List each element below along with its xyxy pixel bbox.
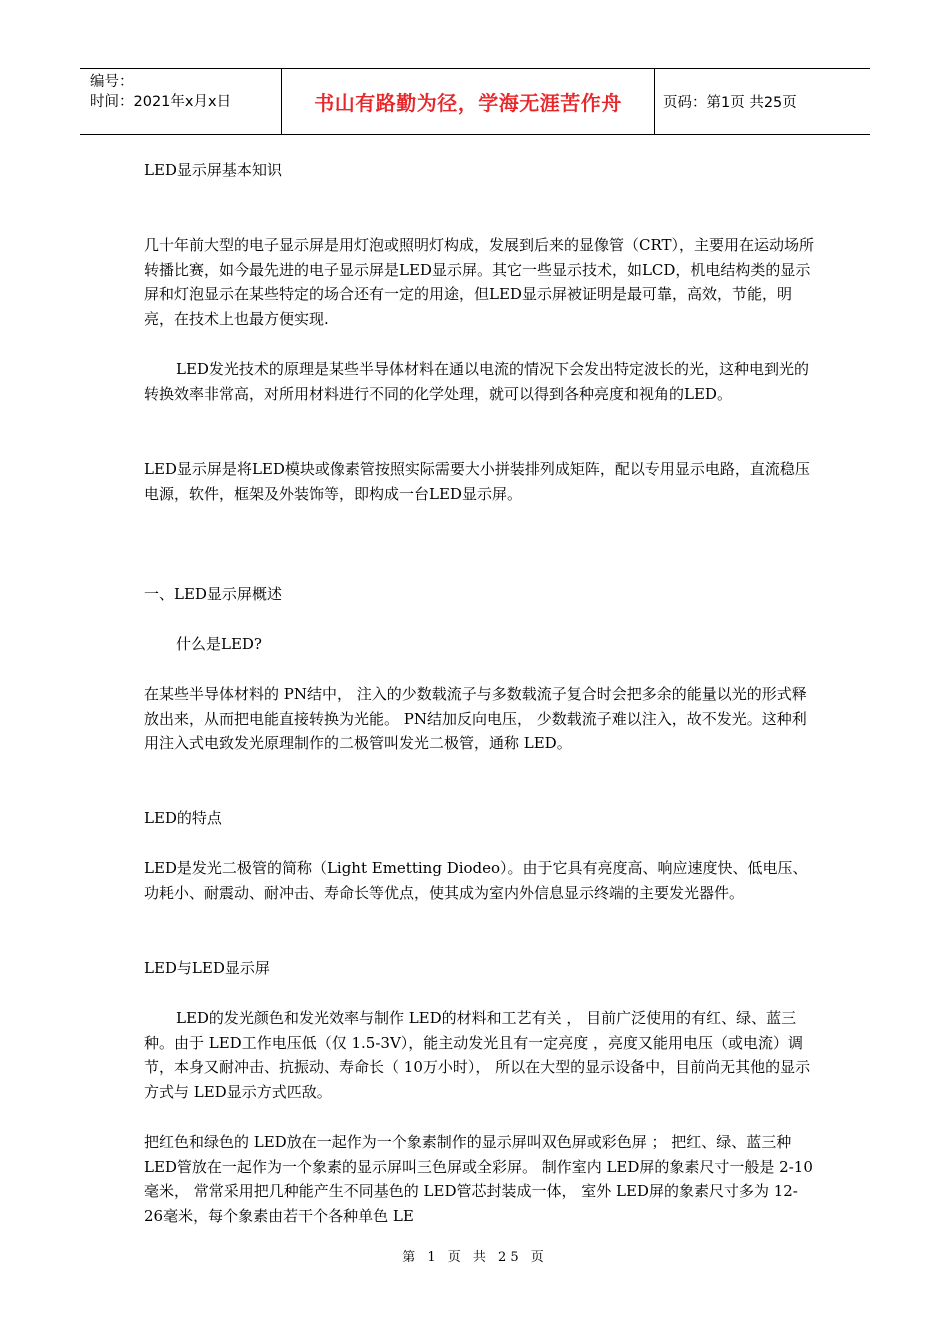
subheading-what-is-led: 什么是LED? [176, 635, 262, 653]
paragraph-definition: LED显示屏是将LED模块或像素管按照实际需要大小拼装排列成矩阵，配以专用显示电路，直流稳压电源，软件，框架及外装饰等，即构成一台LED显示屏。 [144, 460, 810, 503]
document-date: 时间：2021年x月x日 [90, 94, 232, 110]
subheading-features: LED的特点 [144, 809, 222, 827]
paragraph-pixels: 把红色和绿色的 LED放在一起作为一个象素制作的显示屏叫双色屏或彩色屏 ； 把红、绿、蓝三种 LED管放在一起作为一个象素的显示屏叫三色屏或全彩屏。 制作室内 LED屏的象素尺寸一般是 2-10毫米， 常常采用把几种能产生不同基色的 LED管芯封装成一体， 室外 LED屏的象素尺寸多为 12-26毫米，每个象素由若干个各种单色 LE [144, 1133, 813, 1225]
paragraph-what-is-led: 在某些半导体材料的 PN结中， 注入的少数载流子与多数载流子复合时会把多余的能量以光的形式释放出来，从而把电能直接转换为光能。 PN结加反向电压， 少数载流子难以注入，故不发光。这种利用注入式电致发光原理制作的二极管叫发光二极管，通称 LED。 [144, 685, 807, 752]
page-counter: 页码：第1页 共25页 [663, 95, 797, 111]
page-footer: 第 1 页 共 25 页 [402, 1250, 548, 1265]
header-motto [281, 69, 655, 134]
paragraph-intro: 几十年前大型的电子显示屏是用灯泡或照明灯构成，发展到后来的显像管（CRT），主要用在运动场所转播比赛，如今最先进的电子显示屏是LED显示屏。其它一些显示技术，如LCD，机电结构类的显示屏和灯泡显示在某些特定的场合还有一定的用途，但LED显示屏被证明是最可靠，高效，节能，明亮，在技术上也最方便实现. [144, 236, 815, 328]
document-title: LED显示屏基本知识 [144, 161, 282, 179]
paragraph-features: LED是发光二极管的简称（Light Emetting Diodeo）。由于它具有亮度高、响应速度快、低电压、功耗小、耐震动、耐冲击、寿命长等优点，使其成为室内外信息显示终端的主要发光器件。 [144, 859, 808, 902]
subheading-led-and-screen: LED与LED显示屏 [144, 959, 270, 977]
motto-text: 书山有路勤为径，学海无涯苦作舟 [314, 91, 622, 115]
document-number: 编号： [90, 74, 134, 90]
header-meta [80, 69, 281, 134]
paragraph-led-colors: LED的发光颜色和发光效率与制作 LED的材料和工艺有关 ， 目前广泛使用的有红、绿、蓝三种。由于 LED工作电压低（仅 1.5-3V），能主动发光且有一定亮度 ，亮度又能用电压（或电流）调节，本身又耐冲击、抗振动、寿命长（ 10万小时）， 所以在大型的显示设备中，目前尚无其他的显示方式与 LED显示方式匹敌。 [144, 1009, 811, 1101]
section-heading: 一、LED显示屏概述 [144, 585, 282, 603]
header-table [80, 68, 870, 135]
header-page-info [655, 69, 870, 134]
paragraph-principle: LED发光技术的原理是某些半导体材料在通以电流的情况下会发出特定波长的光，这种电到光的转换效率非常高，对所用材料进行不同的化学处理，就可以得到各种亮度和视角的LED。 [144, 360, 809, 403]
